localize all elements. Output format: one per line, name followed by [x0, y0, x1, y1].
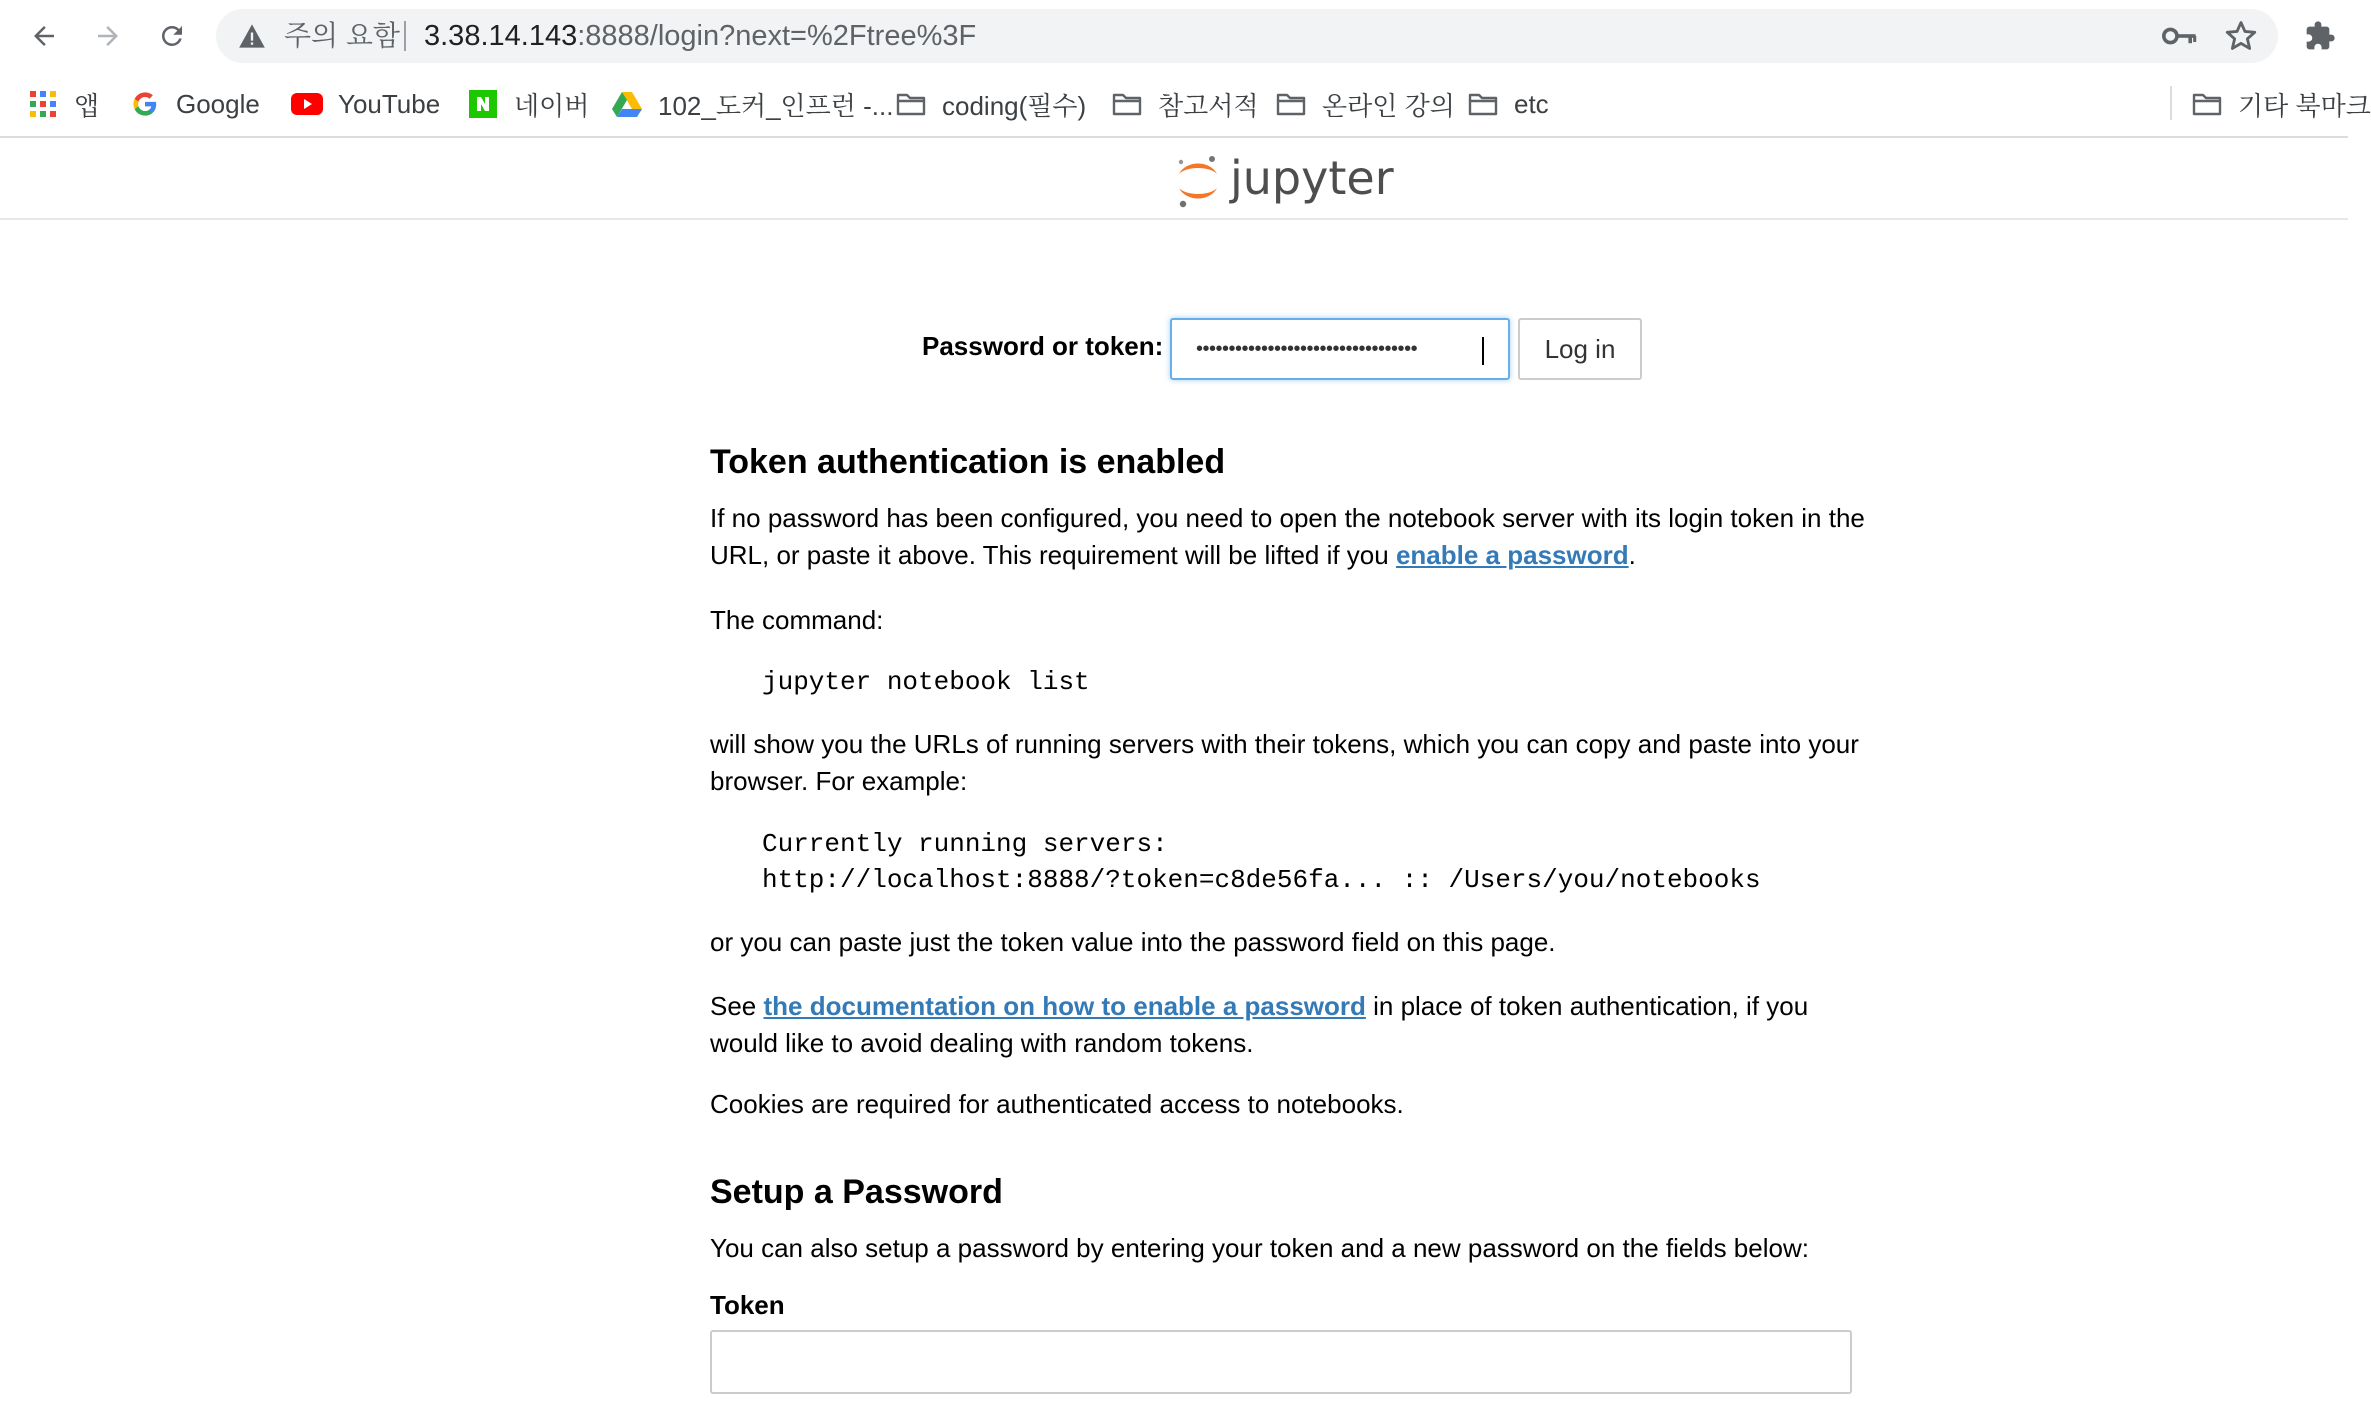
folder-icon	[1276, 89, 1306, 119]
forward-button[interactable]	[86, 14, 130, 58]
command-code: jupyter notebook list	[762, 667, 1090, 697]
folder-icon	[1112, 89, 1142, 119]
bookmark-label: YouTube	[338, 88, 441, 119]
browser-toolbar	[0, 0, 2348, 72]
bookmark-label: etc	[1514, 88, 1549, 119]
youtube-icon	[292, 89, 322, 119]
setup-password-heading: Setup a Password	[710, 1173, 1003, 1211]
token-intro-text: If no password has been configured, you need to open the notebook server with its login token in the URL, or paste it above. This requirement will be lifted if you	[710, 503, 1865, 570]
docs-link[interactable]: the documentation on how to enable a password	[763, 991, 1366, 1021]
address-bar[interactable]	[216, 9, 2278, 63]
bookmark-naver[interactable]	[468, 76, 589, 132]
back-button[interactable]	[22, 14, 66, 58]
jupyter-logo-text: jupyter	[1230, 151, 1394, 205]
arrow-left-icon	[29, 21, 59, 51]
token-auth-heading: Token authentication is enabled	[710, 443, 1226, 481]
paste-token-paragraph: or you can paste just the token value into the password field on this page.	[710, 927, 1556, 957]
address-separator	[404, 21, 406, 51]
bookmark-apps[interactable]	[28, 76, 99, 132]
docs-paragraph	[710, 988, 1866, 1062]
url-path: :8888/login?next=%2Ftree%3F	[577, 20, 977, 52]
password-masked-value: ••••••••••••••••••••••••••••••••••	[1196, 338, 1418, 360]
bookmark-label: 온라인 강의	[1322, 90, 1455, 121]
bookmark-folder-etc[interactable]	[1468, 76, 1549, 132]
bookmark-drive-doc[interactable]	[612, 76, 893, 132]
key-icon[interactable]	[2162, 21, 2198, 51]
login-button[interactable]: Log in	[1518, 318, 1642, 380]
example-line-2: http://localhost:8888/?token=c8de56fa... :: /Users/you/notebooks	[762, 865, 1761, 895]
jupyter-logo-mark	[1179, 156, 1217, 207]
cookies-paragraph: Cookies are required for authenticated access to notebooks.	[710, 1089, 1404, 1119]
bookmark-label: Google	[176, 88, 260, 119]
google-drive-icon	[612, 89, 642, 119]
folder-icon	[1468, 89, 1498, 119]
bookmark-label: 기타 북마크	[2238, 90, 2371, 121]
reload-button[interactable]	[150, 14, 194, 58]
security-label[interactable]: 주의 요함	[284, 20, 400, 51]
bookmark-folder-online-course[interactable]	[1276, 76, 1455, 132]
token-intro-end: .	[1628, 540, 1636, 570]
bookmark-other[interactable]	[2192, 76, 2371, 132]
extensions-puzzle-icon[interactable]	[2304, 20, 2336, 52]
url-host: 3.38.14.143	[424, 20, 578, 52]
example-line-1: Currently running servers:	[762, 829, 1168, 859]
apps-grid-icon	[28, 89, 58, 119]
token-intro-paragraph	[710, 500, 1866, 574]
setup-password-paragraph: You can also setup a password by entering your token and a new password on the fields below:	[710, 1233, 1809, 1263]
star-icon[interactable]	[2224, 19, 2258, 53]
bookmarks-bar	[0, 76, 2371, 132]
bookmark-google[interactable]	[130, 76, 260, 132]
bookmark-label: 참고서적	[1158, 90, 1259, 121]
folder-icon	[2192, 89, 2222, 119]
folder-icon	[896, 89, 926, 119]
bookmark-youtube[interactable]	[292, 76, 440, 132]
bookmark-folder-coding[interactable]	[896, 76, 1086, 132]
bookmark-label: 102_도커_인프런 -...	[658, 90, 894, 121]
url-text[interactable]	[424, 20, 976, 52]
bookmark-folder-books[interactable]	[1112, 76, 1258, 132]
token-input[interactable]	[710, 1330, 1852, 1394]
example-output	[710, 826, 1761, 898]
text-caret	[1482, 337, 1484, 365]
command-label: The command:	[710, 605, 884, 635]
bookmark-label: 네이버	[514, 90, 590, 121]
arrow-right-icon	[93, 21, 123, 51]
token-field-label: Token	[710, 1290, 785, 1320]
docs-text-start: See	[710, 991, 764, 1021]
bookmark-label: coding(필수)	[942, 90, 1087, 121]
jupyter-header	[0, 138, 2348, 220]
warning-icon	[238, 23, 266, 49]
bookmark-label: 앱	[74, 90, 100, 121]
password-label: Password or token:	[922, 331, 1164, 361]
enable-password-link[interactable]: enable a password	[1395, 540, 1629, 570]
naver-icon	[468, 89, 498, 119]
command-explanation: will show you the URLs of running servers with their tokens, which you can copy and paste into your browser. For example:	[710, 729, 1859, 796]
reload-icon	[157, 21, 187, 51]
jupyter-logo[interactable]	[1172, 150, 1394, 210]
bookmarks-separator	[2170, 86, 2172, 120]
google-icon	[130, 89, 160, 119]
docs-text-end: in place of token authentication, if you would like to avoid dealing with random tokens.	[710, 991, 1809, 1058]
